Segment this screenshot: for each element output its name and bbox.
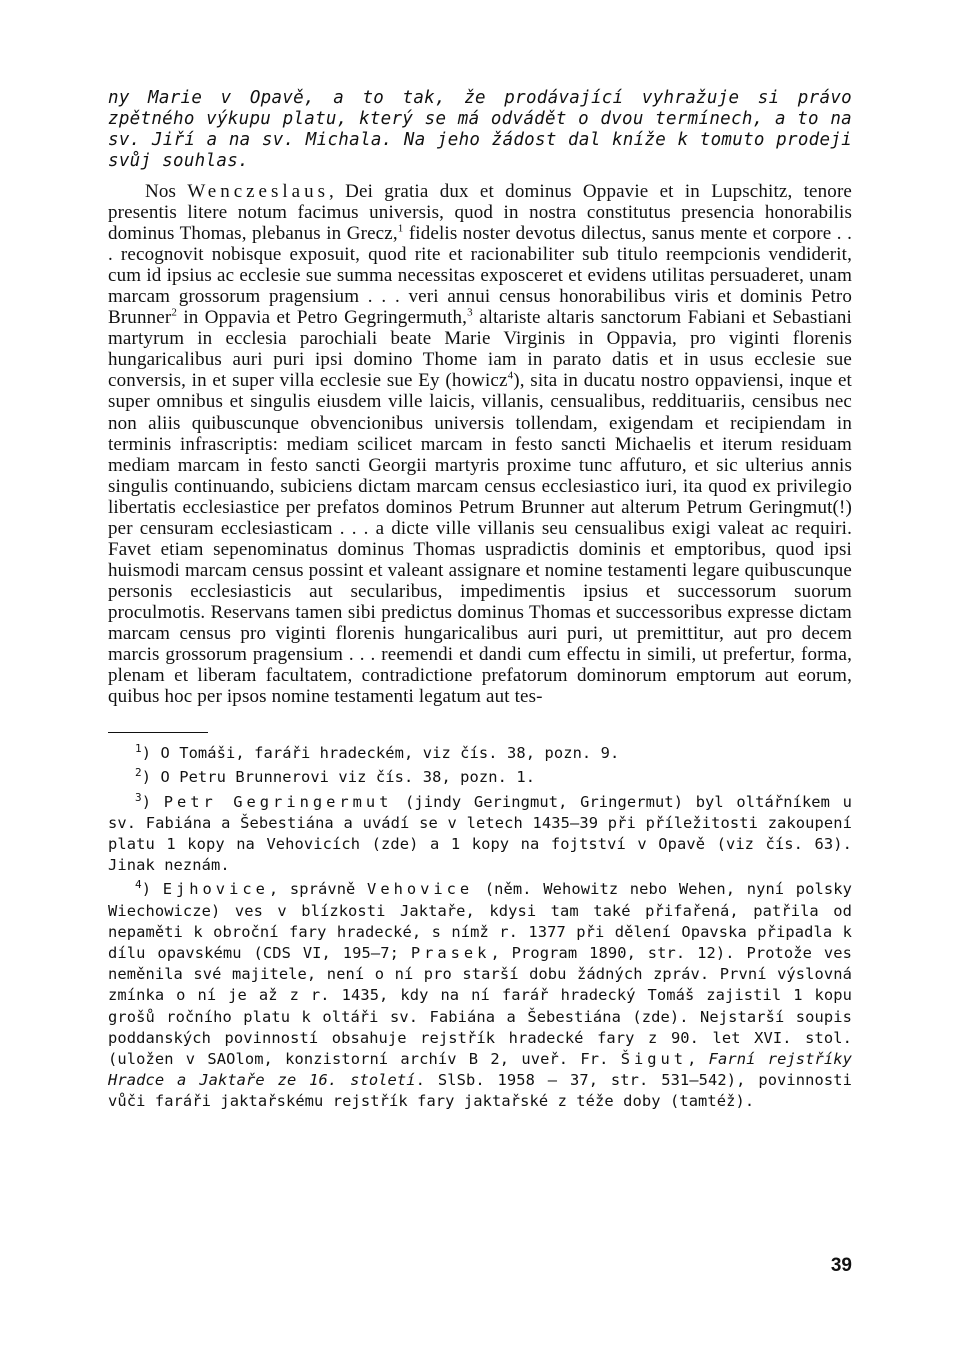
footnote-number: 3 (135, 790, 142, 804)
czech-summary: ny Marie v Opavě, a to tak, že prodávající vyhražuje si právo zpětného výkupu platu, který se má odvádět o dvou termínech, a to na sv. Jiří a na sv. Michala. Na jeho žádost dal kníže k tomuto prodeji svůj souhlas. (108, 88, 852, 171)
footnote-text: ) O Petru Brunnerovi viz čís. 38, pozn. 1. (141, 768, 536, 787)
document-page (108, 88, 852, 1116)
charter-text-5: ), sita in ducatu nostro oppaviensi, inque et super omnibus et singulis eiusdem ville laicis, villanis, censualibus, reddituariis, censibus nec non aliis quibuscunque obvencionibus universis tollendam, exigendam et recipiendam in terminis infrascriptis: mediam scilicet marcam in festo sancti Michaelis et iterum residuam mediam marcam in festo sancti Georgii martyris proxime tunc affuturo, et sic ulterius annis singulis continuando, subiciens dictam marcam census ecclesiastico iuri, ita quod ex privilegio libertatis ecclesiastice per prefatos dominos Petrum Brunner aut alterum Petrum Geringmut(!) per censuram ecclesiasticam . . . a dicte ville villanis seu censualibus exigi valeat ac requiri. Favet etiam sepenominatus dominus Thomas uspradictis dominis et emptoribus, quod ipsi huismodi marcam census possint et valeant assignare et nomine testamenti legare quibuscunque personis ecclesiasticis aut secularibus, impedimentis ipsius et successorum suorum proculmotis. Reservans tamen sibi predictus dominus Thomas et successoribus expresse dictam marcam census pro viginti florenis hungaricalibus auri puri, ut premittitur, aut pro decem marcis grossorum pragensium . . . reemendi et dandi cum effectu in simili, ut prefertur, forma, plenam et liberam facultatem, contradictione prefatorum dominorum emptorum aut eorum, quibus hoc per ipsos nomine testamenti legatum aut tes- (108, 370, 852, 708)
footnote-place-name-correct: Vehovice (367, 880, 474, 899)
footnote-divider (108, 732, 208, 733)
page-number: 39 (830, 1255, 852, 1276)
footnote-1 (108, 743, 852, 764)
footnotes (108, 743, 852, 1112)
footnote-author-name: Prasek (410, 944, 491, 962)
footnote-text: . SlSb. 1958 — 37, str. 531—542), povinnosti vůči faráři jaktařskému rejstřík fary jaktařské z téže doby (tamtéž). (108, 1071, 852, 1111)
charter-text-1: , Dei gratia dux et dominus Oppavie et in Lupschitz, tenore presentis litere notum facimus universis, quod in nostra constitutus presencia honorabilis dominus Thomas, plebanus in Grecz, (108, 181, 853, 245)
footnote-3: $^3$) Petr Gegringermut (jindy Geringmut, Gringermut) byl oltářníkem u sv. Fabiána a Šebestiána a uvádí se v letech 1435—39 při příležitosti zakoupení platu 1 kopy na Vehovicích (zde) a 1 kopy na fojtství v Opavě (viz čís. 63). Jinak neznám. (108, 790, 852, 875)
latin-charter-text (108, 181, 852, 707)
footnote-text: , Program 1890, str. 12). Protože ves neměnila své majitele, není o ní pro starší dobu žádných zpráv. První výslovná zmínka o ní je až z r. 1435, kdy na ní farář hradecký Tomáš zajistil 1 kopu grošů ročního platu k oltáři sv. Fabiána a Šebestiána (zde). Nejstarší soupis poddanských povinností obsahuje rejstřík hradecké fary z 90. let XVI. stol. (uložen v SAOlom, konzistorní archív B 2, uveř. Fr. (108, 944, 852, 1069)
footnote-ref-3[interactable]: 3 (467, 306, 473, 319)
footnote-number: 2 (135, 766, 142, 780)
footnote-text: (jindy Geringmut, Gringermut) byl oltářníkem u sv. Fabiána a Šebestiána a uvádí se v letech 1435—39 při příležitosti zakoupení platu 1 kopy na Vehovicích (zde) a 1 kopy na fojtství v Opavě (viz čís. 63). Jinak neznám. (108, 792, 852, 875)
footnote-4: $^4$) Ejhovice, správně Vehovice (něm. Wehowitz nebo Wehen, nyní polsky Wiechowicze) ves v blízkosti Jaktaře, kdysi tam také přifařená, patřila od nepaměti k obroční fary hradecké, s nímž r. 1377 při dělení Opavska připadla k dílu opavskému (CDS VI, 195—7; Prasek, Program 1890, str. 12). Protože ves neměnila své majitele, není o ní pro starší dobu žádných zpráv. První výslovná zmínka o ní je až z r. 1435, kdy na ní farář hradecký Tomáš zajistil 1 kopu grošů ročního platu k oltáři sv. Fabiána a Šebestiána (zde). Nejstarší soupis poddanských povinností obsahuje rejstřík hradecké fary z 90. let XVI. stol. (uložen v SAOlom, konzistorní archív B 2, uveř. Fr. Šigut, Farní rejstříky Hradce a Jaktaře ze 16. století. SlSb. 1958 — 37, str. 531—542), povinnosti vůči faráři jaktařskému rejstřík fary jaktařské z téže doby (tamtéž). (108, 878, 852, 1111)
footnote-place-name: Ejhovice (162, 880, 269, 899)
footnote-text: , (687, 1050, 709, 1069)
charter-text-2: fidelis noster devotus dilectus, sanus mente et corpore . . . recognovit nobisque exposuit, quod rite et racionabiliter sub titulo reempcionis vendiderit, cum id ipsius ac ecclesie sue summa necessitas exposceret et evidens utilitas persuaderet, unam marcam grossorum pragensium . . . veri annui census honorabilibus viris et dominis Petro Brunner (108, 223, 852, 329)
footnote-author-name: Šigut (620, 1050, 688, 1069)
charter-text-3: in Oppavia et Petro Gegringermuth, (176, 307, 468, 329)
footnote-title: Farní rejstříky Hradce a Jaktaře ze 16. století (108, 1050, 852, 1090)
footnote-ref-2[interactable]: 2 (171, 306, 177, 319)
duke-name: Wenczeslaus (187, 181, 329, 202)
footnote-person-name: Petr Gegringermut (163, 792, 393, 811)
footnote-2 (108, 767, 852, 788)
footnote-ref-1[interactable]: 1 (397, 222, 404, 235)
charter-opening: Nos (145, 181, 177, 202)
footnote-ref-4[interactable]: 4 (507, 370, 514, 383)
footnote-number: 4 (135, 878, 142, 892)
footnote-text: ) O Tomáši, faráři hradeckém, viz čís. 38, pozn. 9. (141, 744, 620, 763)
charter-text-4: altariste altaris sanctorum Fabiani et Sebastiani martyrum in ecclesia parochiali beate Marie Virginis in Oppavia, pro viginti florenis hungaricalibus auri puri ipsi domino Thome iam in parato datis et in usus ecclesie sue conversis, in et super villa ecclesie sue Ey (howicz (108, 307, 852, 392)
footnote-number: 1 (135, 742, 142, 756)
footnote-text: (něm. Wehowitz nebo Wehen, nyní polsky Wiechowicze) ves v blízkosti Jaktaře, kdysi tam také přifařená, patřila od nepaměti k obroční fary hradecké, s nímž r. 1377 při dělení Opavska připadla k dílu opavskému (CDS VI, 195—7; (108, 880, 852, 962)
footnote-text: , správně (268, 880, 368, 899)
